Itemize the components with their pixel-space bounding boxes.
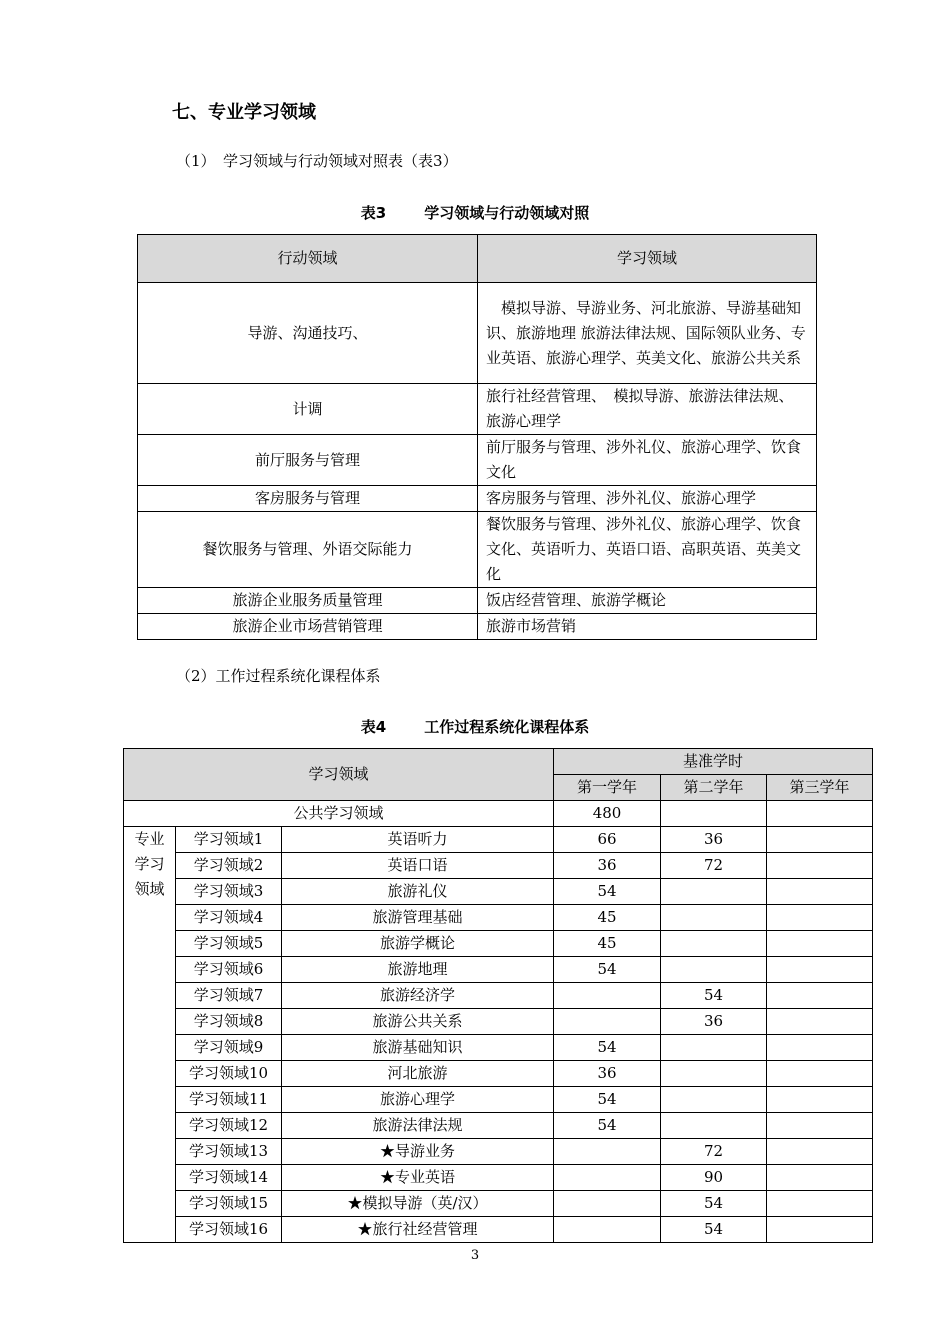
year-1-hours <box>554 1191 661 1217</box>
curriculum-table-body <box>124 749 873 1243</box>
domain-code-cell: 学习领域10 <box>176 1061 282 1087</box>
year-2-hours: 72 <box>661 853 767 879</box>
year-2-hours: 72 <box>661 1139 767 1165</box>
page-number: 3 <box>470 1248 480 1263</box>
course-name-cell: ★导游业务 <box>282 1139 554 1165</box>
year-3-hours <box>767 1035 873 1061</box>
year-2-hours: 54 <box>661 1191 767 1217</box>
course-name-cell: ★模拟导游（英/汉） <box>282 1191 554 1217</box>
year-1-hours: 36 <box>554 1061 661 1087</box>
year-1-hours <box>554 1139 661 1165</box>
course-name-cell: 旅游经济学 <box>282 983 554 1009</box>
table-row <box>124 1087 873 1113</box>
year-1-hours: 45 <box>554 931 661 957</box>
year-3-hours <box>767 1139 873 1165</box>
domain-code-cell: 学习领域14 <box>176 1165 282 1191</box>
course-name-cell: ★专业英语 <box>282 1165 554 1191</box>
course-name-cell: 旅游法律法规 <box>282 1113 554 1139</box>
table4-caption-number: 表4 <box>360 718 387 736</box>
year-1-hours <box>554 1009 661 1035</box>
course-name-cell: 旅游管理基础 <box>282 905 554 931</box>
table-row <box>124 1165 873 1191</box>
learning-domain-cell: 饭店经营管理、旅游学概论 <box>478 588 817 614</box>
year-1-hours: 45 <box>554 905 661 931</box>
domain-code-cell: 学习领域1 <box>176 827 282 853</box>
table-row <box>124 931 873 957</box>
year-2-hours: 90 <box>661 1165 767 1191</box>
year-3-hours <box>767 879 873 905</box>
table-row <box>138 486 817 512</box>
year-2-hours <box>661 905 767 931</box>
year-3-hours <box>767 1191 873 1217</box>
year-2-hours <box>661 957 767 983</box>
year-3-hours <box>767 931 873 957</box>
table-row <box>124 1139 873 1165</box>
course-name-cell: 河北旅游 <box>282 1061 554 1087</box>
domain-code-cell: 学习领域15 <box>176 1191 282 1217</box>
course-name-cell: 英语听力 <box>282 827 554 853</box>
year-2-hours <box>661 879 767 905</box>
year-1-hours: 54 <box>554 1035 661 1061</box>
table-row <box>124 1035 873 1061</box>
header-action-domain: 行动领域 <box>138 235 478 283</box>
year-1-hours: 36 <box>554 853 661 879</box>
professional-domain-label: 专业学习领域 <box>124 827 176 1243</box>
course-name-cell: 旅游基础知识 <box>282 1035 554 1061</box>
domain-code-cell: 学习领域7 <box>176 983 282 1009</box>
table-row <box>124 957 873 983</box>
table3-caption-number: 表3 <box>360 204 387 222</box>
table-row <box>124 827 873 853</box>
table4-caption <box>0 716 950 737</box>
year-1-hours <box>554 1217 661 1243</box>
public-domain-label: 公共学习领域 <box>124 801 554 827</box>
year-2-hours: 36 <box>661 1009 767 1035</box>
mapping-table <box>137 234 817 640</box>
table-row <box>138 614 817 640</box>
table-row <box>138 588 817 614</box>
year-2-hours <box>661 1087 767 1113</box>
year-3-hours <box>767 1009 873 1035</box>
table-row <box>124 1009 873 1035</box>
table-row <box>138 435 817 486</box>
year-2-hours: 54 <box>661 1217 767 1243</box>
domain-code-cell: 学习领域3 <box>176 879 282 905</box>
action-domain-cell: 计调 <box>138 384 478 435</box>
header-learning-domain: 学习领域 <box>478 235 817 283</box>
table-row <box>138 512 817 588</box>
domain-code-cell: 学习领域2 <box>176 853 282 879</box>
year-1-hours: 54 <box>554 879 661 905</box>
year-3-hours <box>767 905 873 931</box>
course-name-cell: 旅游心理学 <box>282 1087 554 1113</box>
curriculum-table <box>123 748 873 1243</box>
course-name-cell: 旅游地理 <box>282 957 554 983</box>
public-domain-row <box>124 801 873 827</box>
learning-domain-cell: 模拟导游、导游业务、河北旅游、导游基础知识、旅游地理 旅游法律法规、国际领队业务、专业英语、旅游心理学、英美文化、旅游公共关系 <box>478 283 817 384</box>
year-3-hours <box>767 1087 873 1113</box>
year-1-hours: 54 <box>554 1087 661 1113</box>
header-base-hours: 基准学时 <box>554 749 873 775</box>
domain-code-cell: 学习领域13 <box>176 1139 282 1165</box>
header-year-2: 第二学年 <box>661 775 767 801</box>
domain-code-cell: 学习领域16 <box>176 1217 282 1243</box>
year-3-hours <box>767 1165 873 1191</box>
year-1-hours: 480 <box>554 801 661 827</box>
table-row <box>124 853 873 879</box>
year-3-hours <box>767 1113 873 1139</box>
table-row <box>124 1191 873 1217</box>
table-row <box>124 905 873 931</box>
year-3-hours <box>767 957 873 983</box>
year-3-hours <box>767 1217 873 1243</box>
year-2-hours <box>661 1061 767 1087</box>
action-domain-cell: 前厅服务与管理 <box>138 435 478 486</box>
year-2-hours: 36 <box>661 827 767 853</box>
learning-domain-cell: 客房服务与管理、涉外礼仪、旅游心理学 <box>478 486 817 512</box>
learning-domain-cell: 旅游市场营销 <box>478 614 817 640</box>
year-2-hours <box>661 1035 767 1061</box>
table-row <box>124 1061 873 1087</box>
action-domain-cell: 客房服务与管理 <box>138 486 478 512</box>
header-learning-domain: 学习领域 <box>124 749 554 801</box>
table-row <box>124 1113 873 1139</box>
table3-caption-title: 学习领域与行动领域对照 <box>424 204 590 222</box>
domain-code-cell: 学习领域8 <box>176 1009 282 1035</box>
table-row <box>138 283 817 384</box>
course-name-cell: ★旅行社经营管理 <box>282 1217 554 1243</box>
year-2-hours <box>661 801 767 827</box>
subtitle-table4: （2）工作过程系统化课程体系 <box>176 667 381 685</box>
course-name-cell: 英语口语 <box>282 853 554 879</box>
year-1-hours: 66 <box>554 827 661 853</box>
year-1-hours: 54 <box>554 1113 661 1139</box>
year-2-hours <box>661 931 767 957</box>
year-3-hours <box>767 983 873 1009</box>
table-row <box>124 983 873 1009</box>
table4-caption-title: 工作过程系统化课程体系 <box>424 718 590 736</box>
subtitle-table3: （1） 学习领域与行动领域对照表（表3） <box>176 152 458 170</box>
learning-domain-cell: 前厅服务与管理、涉外礼仪、旅游心理学、饮食文化 <box>478 435 817 486</box>
domain-code-cell: 学习领域5 <box>176 931 282 957</box>
year-3-hours <box>767 1061 873 1087</box>
action-domain-cell: 餐饮服务与管理、外语交际能力 <box>138 512 478 588</box>
table-row <box>138 384 817 435</box>
table-row <box>124 1217 873 1243</box>
learning-domain-cell: 餐饮服务与管理、涉外礼仪、旅游心理学、饮食文化、英语听力、英语口语、高职英语、英美文化 <box>478 512 817 588</box>
year-2-hours: 54 <box>661 983 767 1009</box>
header-year-3: 第三学年 <box>767 775 873 801</box>
domain-code-cell: 学习领域9 <box>176 1035 282 1061</box>
table-row <box>124 879 873 905</box>
course-name-cell: 旅游学概论 <box>282 931 554 957</box>
action-domain-cell: 旅游企业市场营销管理 <box>138 614 478 640</box>
course-name-cell: 旅游礼仪 <box>282 879 554 905</box>
year-1-hours <box>554 983 661 1009</box>
year-2-hours <box>661 1113 767 1139</box>
table-header-row <box>124 749 873 775</box>
table3-caption <box>0 202 950 223</box>
year-3-hours <box>767 853 873 879</box>
table-header-row <box>138 235 817 283</box>
learning-domain-cell: 旅行社经营管理、 模拟导游、旅游法律法规、旅游心理学 <box>478 384 817 435</box>
domain-code-cell: 学习领域12 <box>176 1113 282 1139</box>
year-3-hours <box>767 801 873 827</box>
section-title: 七、专业学习领域 <box>172 102 316 123</box>
action-domain-cell: 导游、沟通技巧、 <box>138 283 478 384</box>
domain-code-cell: 学习领域4 <box>176 905 282 931</box>
header-year-1: 第一学年 <box>554 775 661 801</box>
domain-code-cell: 学习领域6 <box>176 957 282 983</box>
action-domain-cell: 旅游企业服务质量管理 <box>138 588 478 614</box>
year-1-hours: 54 <box>554 957 661 983</box>
domain-code-cell: 学习领域11 <box>176 1087 282 1113</box>
year-3-hours <box>767 827 873 853</box>
course-name-cell: 旅游公共关系 <box>282 1009 554 1035</box>
year-1-hours <box>554 1165 661 1191</box>
